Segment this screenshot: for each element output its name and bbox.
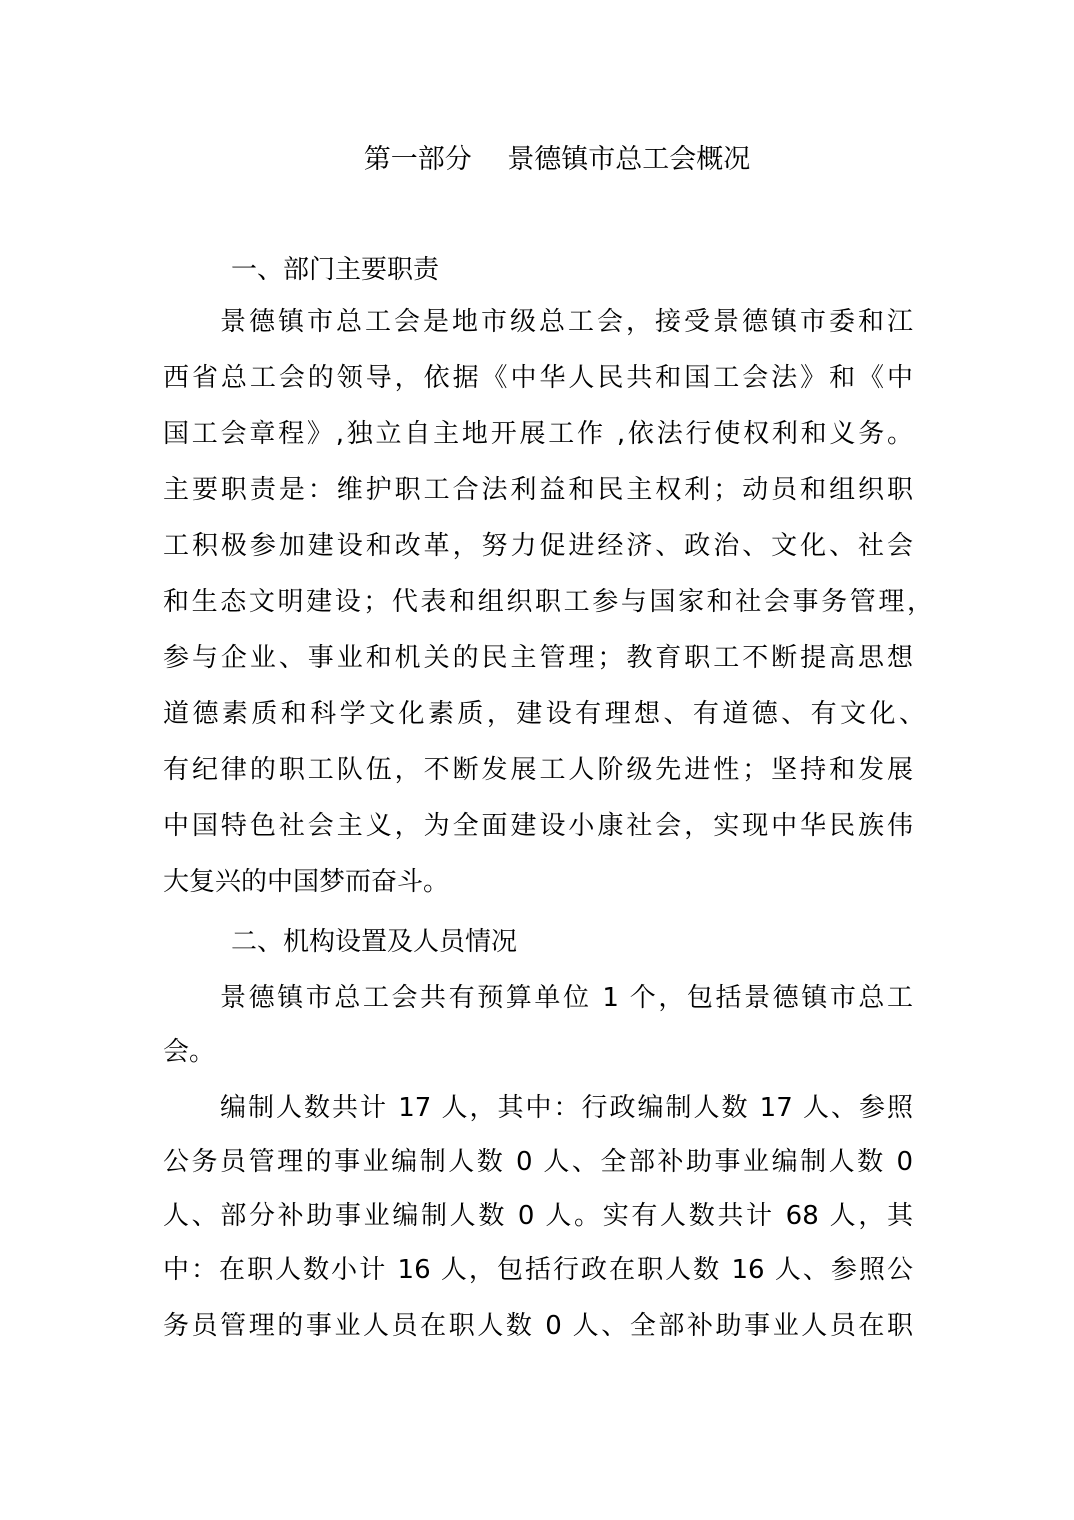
paragraph-line: 主要职责是：维护职工合法利益和民主权利；动员和组织职	[163, 475, 913, 505]
paragraph-line: 会。	[163, 1037, 216, 1067]
page-title: 第一部分 景德镇市总工会概况	[363, 144, 751, 175]
paragraph-line: 中：在职人数小计 16 人，包括行政在职人数 16 人、参照公	[163, 1255, 913, 1285]
section-heading-organization: 二、机构设置及人员情况	[231, 927, 518, 957]
paragraph-line: 国工会章程》,独立自主地开展工作 ,依法行使权利和义务。	[163, 419, 913, 449]
paragraph-line: 公务员管理的事业编制人数 0 人、全部补助事业编制人数 0	[163, 1147, 913, 1177]
paragraph-line: 人、部分补助事业编制人数 0 人。实有人数共计 68 人，其	[163, 1201, 913, 1231]
paragraph-line: 大复兴的中国梦而奋斗。	[163, 867, 450, 897]
paragraph-line: 有纪律的职工队伍，不断发展工人阶级先进性；坚持和发展	[163, 755, 913, 785]
paragraph-line: 编制人数共计 17 人，其中：行政编制人数 17 人、参照	[220, 1093, 913, 1123]
paragraph-line: 西省总工会的领导，依据《中华人民共和国工会法》和《中	[163, 363, 913, 393]
paragraph-line: 道德素质和科学文化素质，建设有理想、有道德、有文化、	[163, 699, 925, 729]
paragraph-line: 务员管理的事业人员在职人数 0 人、全部补助事业人员在职	[163, 1311, 913, 1341]
paragraph-line: 和生态文明建设；代表和组织职工参与国家和社会事务管理，	[163, 587, 933, 617]
paragraph-line: 景德镇市总工会共有预算单位 1 个，包括景德镇市总工	[220, 983, 913, 1013]
paragraph-line: 参与企业、事业和机关的民主管理；教育职工不断提高思想	[163, 643, 913, 673]
paragraph-line: 景德镇市总工会是地市级总工会，接受景德镇市委和江	[220, 307, 913, 337]
section-heading-duties: 一、部门主要职责	[231, 255, 440, 285]
paragraph-line: 工积极参加建设和改革，努力促进经济、政治、文化、社会	[163, 531, 913, 561]
paragraph-line: 中国特色社会主义，为全面建设小康社会，实现中华民族伟	[163, 811, 913, 841]
